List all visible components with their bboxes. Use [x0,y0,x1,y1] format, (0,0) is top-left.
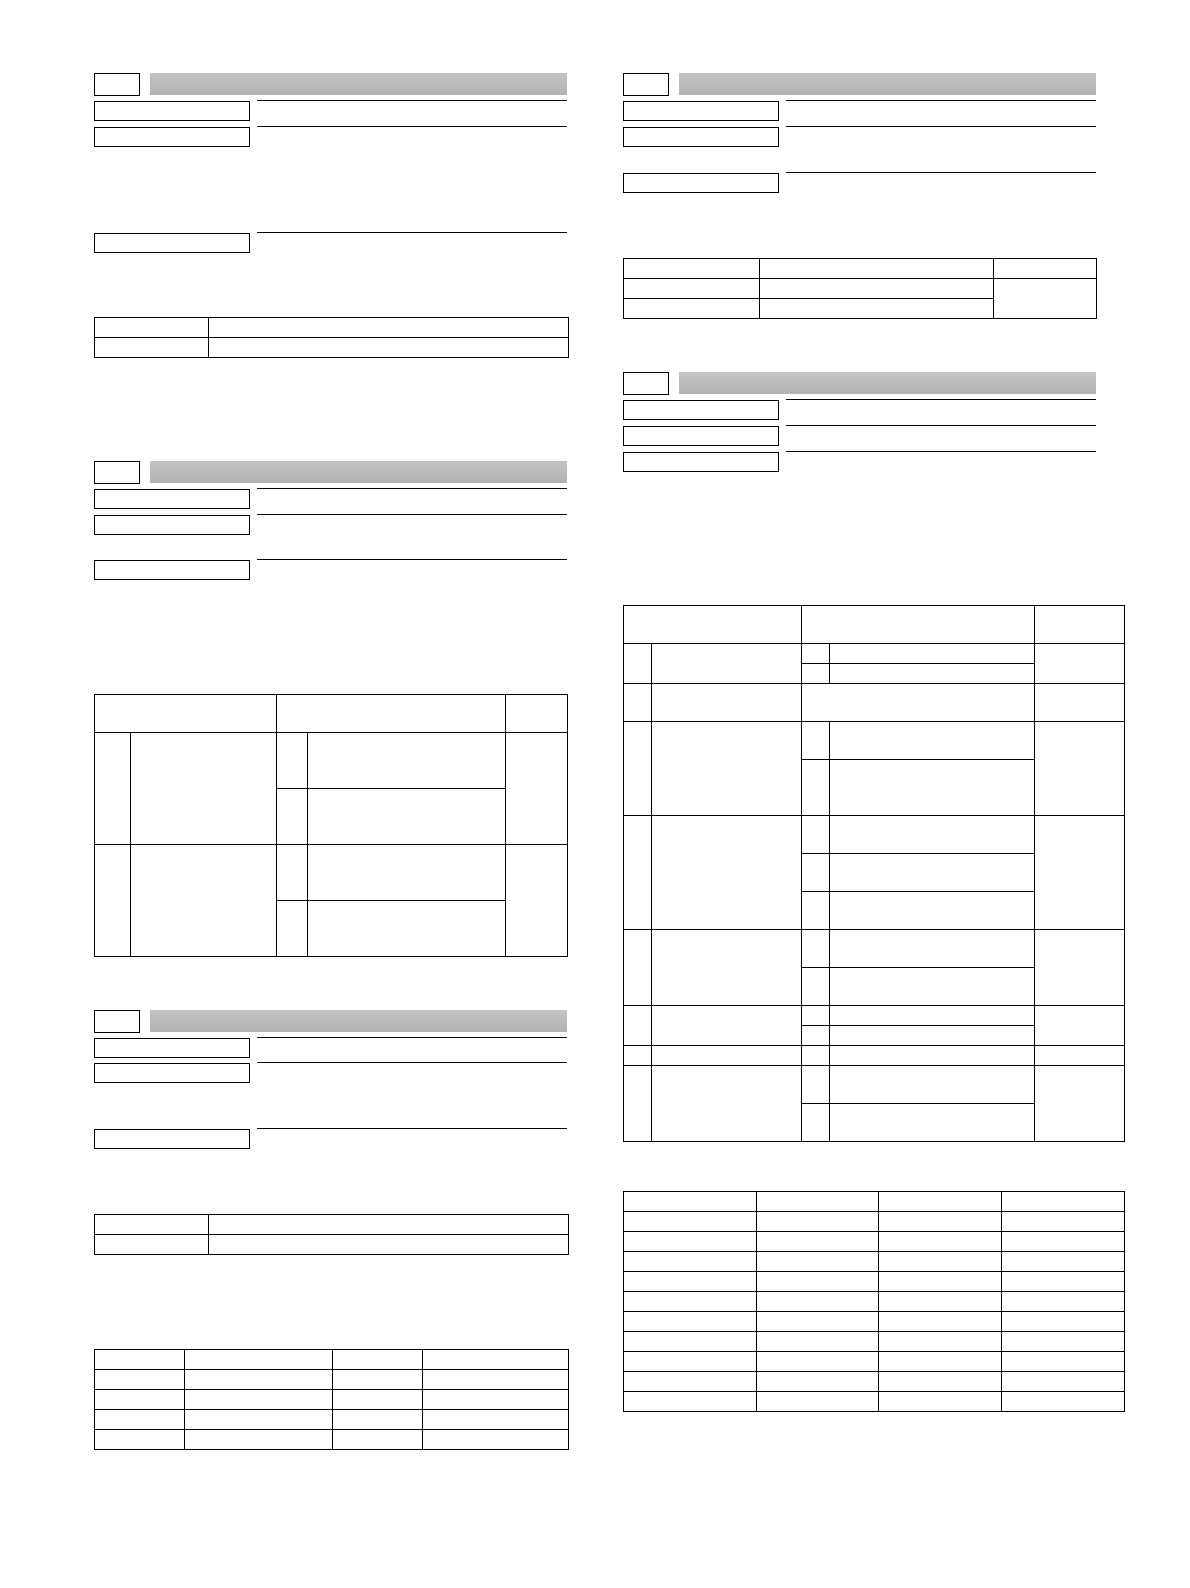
table-cell [624,722,652,816]
table-cell [757,1352,879,1372]
table-cell [802,1046,830,1066]
field-label [94,127,250,147]
data-table [94,317,569,358]
table-cell [830,892,1035,930]
table-cell [802,892,830,930]
field-rule [257,488,567,489]
table-cell [1035,1046,1125,1066]
table-cell [1035,606,1125,644]
field-label [94,560,250,580]
table-cell [830,1046,1035,1066]
table-cell [757,1212,879,1232]
table-cell [333,1350,423,1370]
table-cell [423,1370,569,1390]
table-cell [830,1066,1035,1104]
field-rule [786,126,1096,127]
field-rule [786,172,1096,173]
table-cell [757,1232,879,1252]
data-table [623,258,1097,319]
table-cell [1002,1212,1125,1232]
table-cell [95,338,209,358]
field-rule [786,399,1096,400]
table-cell [1035,722,1125,816]
section-title-bar [150,1010,567,1032]
table-cell [830,760,1035,816]
table-cell [757,1372,879,1392]
table-cell [308,789,506,845]
table-cell [185,1370,333,1390]
table-cell [652,1066,802,1142]
table-cell [1035,930,1125,1006]
table-cell [879,1212,1002,1232]
table-cell [95,1390,185,1410]
table-cell [624,1046,652,1066]
table-cell [802,644,830,664]
field-rule [257,1062,567,1063]
field-rule [257,100,567,101]
table-cell [1035,644,1125,684]
table-cell [879,1272,1002,1292]
table-cell [1002,1312,1125,1332]
field-rule [786,451,1096,452]
field-label [94,489,250,509]
table-cell [624,644,652,684]
table-cell [652,930,802,1006]
data-table [623,1191,1125,1412]
data-table [623,605,1125,1142]
table-cell [185,1390,333,1410]
table-cell [506,733,568,845]
field-label [94,1038,250,1058]
table-cell [757,1332,879,1352]
section-code-box [94,73,140,96]
table-cell [760,259,994,279]
table-cell [802,760,830,816]
table-cell [624,1312,757,1332]
table-cell [131,733,277,845]
table-cell [95,1215,209,1235]
field-rule [786,425,1096,426]
table-cell [757,1252,879,1272]
table-cell [1002,1372,1125,1392]
field-rule [257,559,567,560]
table-cell [624,606,802,644]
table-cell [624,1212,757,1232]
field-label [94,101,250,121]
table-cell [624,1066,652,1142]
table-cell [277,789,308,845]
table-cell [185,1430,333,1450]
field-label [623,452,779,472]
table-cell [185,1410,333,1430]
table-cell [802,664,830,684]
field-label [623,127,779,147]
section-code-box [623,73,669,96]
table-cell [624,1372,757,1392]
table-cell [624,1352,757,1372]
table-cell [308,845,506,901]
table-cell [1002,1332,1125,1352]
table-cell [802,722,830,760]
table-cell [333,1410,423,1430]
table-cell [131,845,277,957]
table-cell [506,695,568,733]
table-cell [624,279,760,299]
table-cell [1002,1352,1125,1372]
table-cell [624,1332,757,1352]
section-title-bar [679,73,1096,95]
table-cell [802,854,830,892]
table-cell [624,299,760,319]
table-cell [802,930,830,968]
table-cell [95,733,131,845]
table-cell [830,968,1035,1006]
section-code-box [623,372,669,395]
field-rule [257,1037,567,1038]
table-cell [830,854,1035,892]
table-cell [95,1430,185,1450]
table-cell [1035,816,1125,930]
table-cell [757,1312,879,1332]
field-rule [257,1128,567,1129]
data-table [94,1349,569,1450]
table-cell [994,259,1097,279]
table-cell [624,1232,757,1252]
table-cell [802,684,1035,722]
table-cell [1002,1192,1125,1212]
section-title-bar [150,73,567,95]
table-cell [423,1410,569,1430]
table-cell [277,901,308,957]
field-label [94,1129,250,1149]
table-cell [209,1215,569,1235]
field-rule [786,100,1096,101]
table-cell [624,1252,757,1272]
table-cell [879,1252,1002,1272]
table-cell [423,1430,569,1450]
data-table [94,694,568,957]
section-code-box [94,461,140,484]
table-cell [624,1392,757,1412]
table-cell [209,1235,569,1255]
table-cell [1002,1272,1125,1292]
table-cell [624,1192,757,1212]
table-cell [879,1332,1002,1352]
field-label [94,1063,250,1083]
table-cell [802,968,830,1006]
table-cell [423,1390,569,1410]
table-cell [624,1292,757,1312]
table-cell [209,318,569,338]
table-cell [209,338,569,358]
table-cell [830,1104,1035,1142]
table-cell [879,1392,1002,1412]
table-cell [277,695,506,733]
table-cell [757,1192,879,1212]
field-rule [257,514,567,515]
table-cell [624,259,760,279]
table-cell [802,1066,830,1104]
table-cell [624,816,652,930]
table-cell [757,1292,879,1312]
table-cell [830,722,1035,760]
table-cell [95,1350,185,1370]
table-cell [624,930,652,1006]
table-cell [830,1026,1035,1046]
table-cell [423,1350,569,1370]
table-cell [879,1232,1002,1252]
table-cell [1035,1006,1125,1046]
table-cell [506,845,568,957]
table-cell [802,1006,830,1026]
field-label [623,426,779,446]
table-cell [652,1006,802,1046]
table-cell [802,816,830,854]
table-cell [830,930,1035,968]
table-cell [95,695,277,733]
table-cell [624,1272,757,1292]
table-cell [757,1392,879,1412]
section-code-box [94,1010,140,1033]
field-rule [257,232,567,233]
table-cell [830,644,1035,664]
field-rule [257,126,567,127]
field-label [623,400,779,420]
section-title-bar [150,461,567,483]
table-cell [994,279,1097,319]
table-cell [652,644,802,684]
table-cell [624,1006,652,1046]
table-cell [879,1352,1002,1372]
table-cell [879,1192,1002,1212]
table-cell [95,318,209,338]
table-cell [802,1026,830,1046]
table-cell [1002,1392,1125,1412]
table-cell [830,1006,1035,1026]
field-label [94,233,250,253]
table-cell [333,1430,423,1450]
table-cell [1002,1232,1125,1252]
table-cell [652,684,802,722]
table-cell [652,816,802,930]
table-cell [333,1390,423,1410]
table-cell [1035,684,1125,722]
table-cell [95,1235,209,1255]
table-cell [652,1046,802,1066]
table-cell [830,816,1035,854]
table-cell [95,1410,185,1430]
table-cell [333,1370,423,1390]
table-cell [879,1372,1002,1392]
table-cell [308,901,506,957]
table-cell [760,279,994,299]
table-cell [308,733,506,789]
table-cell [185,1350,333,1370]
field-label [623,101,779,121]
table-cell [802,606,1035,644]
table-cell [1002,1252,1125,1272]
table-cell [277,845,308,901]
table-cell [760,299,994,319]
table-cell [1002,1292,1125,1312]
table-cell [95,1370,185,1390]
table-cell [879,1292,1002,1312]
table-cell [757,1272,879,1292]
data-table [94,1214,569,1255]
table-cell [277,733,308,789]
table-cell [830,664,1035,684]
table-cell [95,845,131,957]
table-cell [879,1312,1002,1332]
field-label [623,173,779,193]
section-title-bar [679,372,1096,394]
table-cell [652,722,802,816]
table-cell [1035,1066,1125,1142]
table-cell [802,1104,830,1142]
table-cell [624,684,652,722]
field-label [94,515,250,535]
